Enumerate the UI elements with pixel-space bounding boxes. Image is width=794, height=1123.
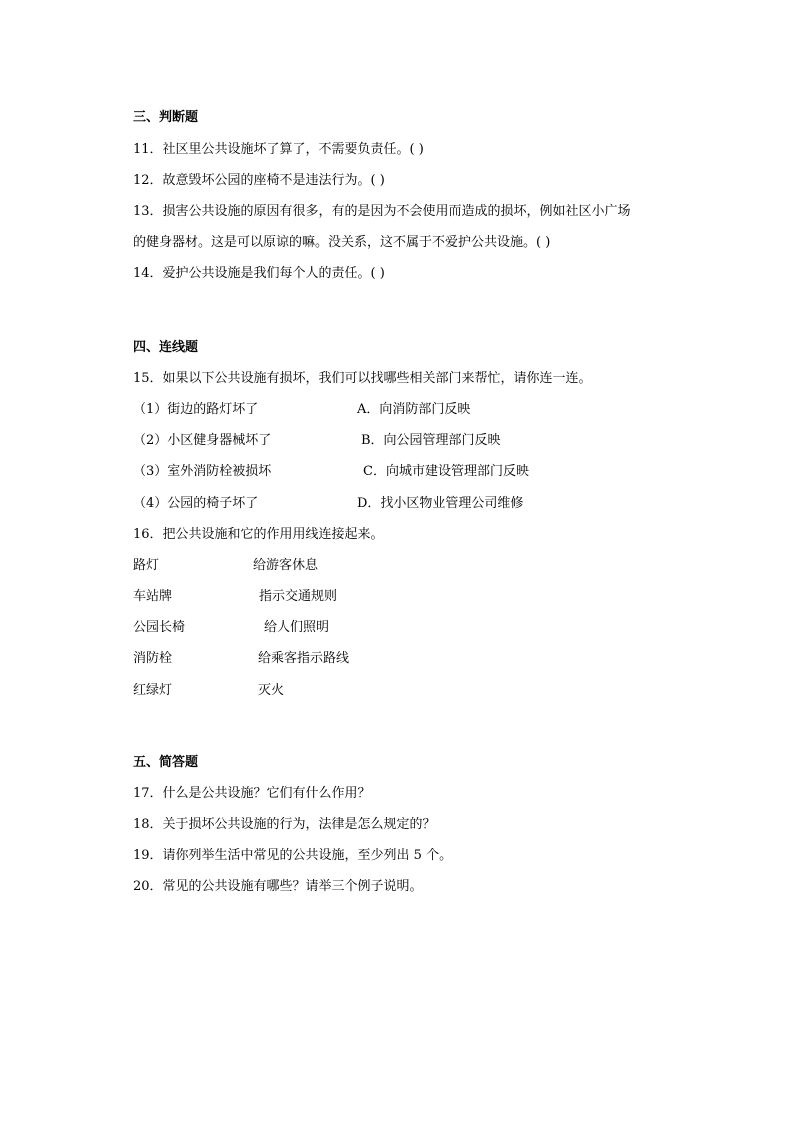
q15-right-item: C．向城市建设管理部门反映: [363, 464, 529, 479]
question-13-line-1: 13．损害公共设施的原因有很多，有的是因为不会使用而造成的损坏，例如社区小广场: [133, 204, 631, 219]
q16-left-item: 消防栓: [133, 651, 173, 666]
q16-left-item: 公园长椅: [133, 620, 186, 635]
q16-right-item: 指示交通规则: [259, 589, 338, 604]
question-19: 19．请你列举生活中常见的公共设施，至少列出 5 个。: [133, 848, 453, 863]
question-12: 12．故意毁坏公园的座椅不是违法行为。( ): [133, 173, 385, 188]
section-heading-judgement: 三、判断题: [133, 110, 199, 125]
section-heading-matching: 四、连线题: [133, 340, 199, 355]
q16-right-item: 灭火: [258, 683, 285, 698]
q16-right-item: 给游客休息: [253, 558, 319, 573]
q15-left-item: （4）公园的椅子坏了: [133, 496, 259, 511]
question-14: 14．爱护公共设施是我们每个人的责任。( ): [133, 266, 385, 281]
q15-right-item: D．找小区物业管理公司维修: [357, 496, 524, 511]
section-heading-short-answer: 五、简答题: [133, 755, 199, 770]
q16-right-item: 给乘客指示路线: [258, 651, 350, 666]
q16-left-item: 车站牌: [133, 589, 173, 604]
question-16: 16．把公共设施和它的作用用线连接起来。: [133, 527, 384, 542]
q15-left-item: （1）街边的路灯坏了: [133, 402, 259, 417]
question-17: 17．什么是公共设施？它们有什么作用？: [133, 786, 371, 801]
question-11: 11．社区里公共设施坏了算了，不需要负责任。( ): [133, 142, 424, 157]
question-18: 18．关于损坏公共设施的行为，法律是怎么规定的？: [133, 817, 436, 832]
q15-left-item: （2）小区健身器械坏了: [133, 433, 272, 448]
question-20: 20．常见的公共设施有哪些？请举三个例子说明。: [133, 879, 423, 894]
q16-left-item: 红绿灯: [133, 683, 173, 698]
q16-left-item: 路灯: [133, 558, 160, 573]
q16-right-item: 给人们照明: [264, 620, 330, 635]
q15-right-item: B．向公园管理部门反映: [361, 433, 501, 448]
question-15: 15．如果以下公共设施有损坏，我们可以找哪些相关部门来帮忙，请你连一连。: [133, 371, 592, 386]
q15-left-item: （3）室外消防栓被损坏: [133, 464, 272, 479]
q15-right-item: A．向消防部门反映: [357, 402, 471, 417]
question-13-line-2: 的健身器材。这是可以原谅的嘛。没关系，这不属于不爱护公共设施。( ): [133, 235, 551, 250]
